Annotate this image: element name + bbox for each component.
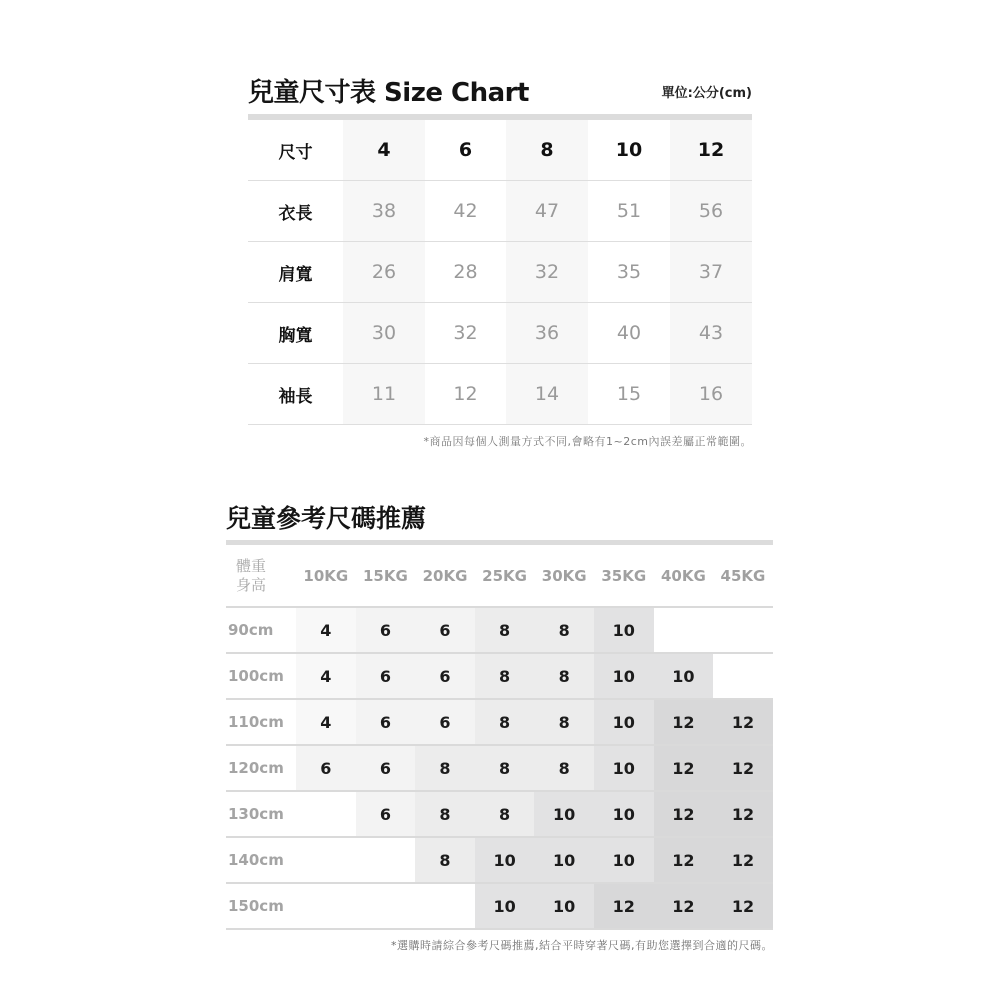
weight-header-cell: 35KG — [601, 566, 647, 585]
size-cell — [654, 608, 714, 652]
size-cell: 10 — [594, 792, 654, 836]
size-cell: 10 — [475, 884, 535, 928]
unit-label: 單位:公分(cm) — [661, 86, 752, 101]
size-cell: 8 — [475, 792, 535, 836]
size-chart-section — [248, 66, 752, 449]
size-cell: 10 — [594, 654, 654, 698]
size-cell: 6 — [296, 746, 356, 790]
size-cell: 8 — [415, 746, 475, 790]
measurement-note: *商品因每個人測量方式不同,會略有1~2cm內誤差屬正常範圍。 — [423, 435, 752, 448]
size-cell: 8 — [534, 654, 594, 698]
size-header-cell: 8 — [506, 120, 588, 181]
size-cell: 10 — [475, 838, 535, 882]
weight-header-cell: 40KG — [660, 566, 706, 585]
row-label-shoulder: 肩寬 — [248, 242, 343, 303]
measure-cell: 15 — [588, 364, 670, 425]
size-cell: 12 — [654, 792, 714, 836]
size-cell: 12 — [713, 838, 773, 882]
measure-cell: 47 — [506, 181, 588, 242]
size-cell — [296, 838, 356, 882]
recommendation-note: *選購時請綜合參考尺碼推薦,結合平時穿著尺碼,有助您選擇到合適的尺碼。 — [391, 939, 773, 952]
size-cell: 8 — [534, 746, 594, 790]
size-recommendation-section — [226, 502, 773, 953]
size-cell: 8 — [475, 746, 535, 790]
size-cell: 8 — [415, 838, 475, 882]
size-cell: 12 — [713, 746, 773, 790]
weight-header-cell: 20KG — [422, 566, 468, 585]
size-cell: 10 — [594, 700, 654, 744]
size-cell — [356, 884, 416, 928]
size-cell: 12 — [654, 746, 714, 790]
measure-cell: 37 — [670, 242, 752, 303]
size-cell — [356, 838, 416, 882]
size-cell: 8 — [475, 608, 535, 652]
height-row-label: 130cm — [228, 805, 284, 823]
size-cell: 12 — [713, 884, 773, 928]
measure-cell: 36 — [506, 303, 588, 364]
size-cell: 12 — [654, 884, 714, 928]
weight-axis-label: 體重 — [236, 556, 267, 575]
measure-cell: 16 — [670, 364, 752, 425]
measure-cell: 51 — [588, 181, 670, 242]
weight-header-cell: 25KG — [482, 566, 527, 585]
size-cell: 6 — [415, 608, 475, 652]
row-label-chest: 胸寬 — [248, 303, 343, 364]
measure-cell: 14 — [506, 364, 588, 425]
size-cell: 12 — [713, 792, 773, 836]
axis-corner-label — [226, 557, 296, 595]
size-cell: 6 — [356, 746, 416, 790]
size-header-cell: 12 — [670, 120, 752, 181]
size-chart-table — [248, 120, 752, 425]
height-row-label: 110cm — [228, 713, 284, 731]
measure-cell: 56 — [670, 181, 752, 242]
table-row — [226, 746, 773, 792]
size-cell: 12 — [654, 838, 714, 882]
weight-header-cell: 15KG — [362, 566, 408, 585]
size-header-cell: 6 — [425, 120, 506, 181]
measure-cell: 43 — [670, 303, 752, 364]
height-row-label: 140cm — [228, 851, 284, 869]
size-cell: 12 — [713, 700, 773, 744]
measure-cell: 35 — [588, 242, 670, 303]
measure-cell: 30 — [343, 303, 425, 364]
size-header-cell: 10 — [588, 120, 670, 181]
height-row-label: 100cm — [228, 667, 284, 685]
measure-cell: 42 — [425, 181, 506, 242]
height-axis-label: 身高 — [236, 575, 267, 594]
measure-cell: 28 — [425, 242, 506, 303]
measure-cell: 38 — [343, 181, 425, 242]
size-header-label: 尺寸 — [248, 120, 343, 181]
table-row — [226, 654, 773, 700]
measure-cell: 11 — [343, 364, 425, 425]
size-cell: 6 — [356, 792, 416, 836]
size-cell: 10 — [594, 746, 654, 790]
table-row — [226, 792, 773, 838]
size-cell: 4 — [296, 700, 356, 744]
size-cell: 10 — [534, 838, 594, 882]
table-row — [226, 884, 773, 930]
size-cell: 4 — [296, 654, 356, 698]
size-cell: 6 — [356, 654, 416, 698]
recommendation-rows — [226, 608, 773, 930]
recommendation-title: 兒童參考尺碼推薦 — [226, 504, 427, 533]
size-chart-title: 兒童尺寸表 Size Chart — [248, 78, 529, 108]
size-cell: 8 — [475, 700, 535, 744]
weight-header-row — [226, 545, 773, 608]
measure-cell: 32 — [506, 242, 588, 303]
size-cell: 6 — [356, 608, 416, 652]
size-cell: 6 — [356, 700, 416, 744]
size-cell: 10 — [594, 608, 654, 652]
size-header-cell: 4 — [343, 120, 425, 181]
size-cell: 4 — [296, 608, 356, 652]
row-label-sleeve: 袖長 — [248, 364, 343, 425]
measure-cell: 12 — [425, 364, 506, 425]
size-chart-header — [248, 66, 752, 114]
height-row-label: 120cm — [228, 759, 284, 777]
size-cell: 8 — [534, 700, 594, 744]
size-cell: 6 — [415, 700, 475, 744]
measure-cell: 26 — [343, 242, 425, 303]
size-cell: 12 — [654, 700, 714, 744]
height-row-label: 90cm — [228, 621, 274, 639]
weight-header-cell: 10KG — [303, 566, 349, 585]
measure-cell: 40 — [588, 303, 670, 364]
size-cell: 10 — [654, 654, 714, 698]
size-cell: 10 — [534, 792, 594, 836]
height-row-label: 150cm — [228, 897, 284, 915]
size-cell: 12 — [594, 884, 654, 928]
measure-cell: 32 — [425, 303, 506, 364]
size-cell: 10 — [534, 884, 594, 928]
size-cell — [296, 884, 356, 928]
size-cell: 6 — [415, 654, 475, 698]
size-cell: 8 — [475, 654, 535, 698]
size-cell: 8 — [415, 792, 475, 836]
size-cell — [713, 654, 773, 698]
size-cell: 8 — [534, 608, 594, 652]
weight-header-cell: 45KG — [720, 566, 766, 585]
size-cell — [713, 608, 773, 652]
table-row — [226, 838, 773, 884]
row-label-length: 衣長 — [248, 181, 343, 242]
weight-header-cell: 30KG — [541, 566, 587, 585]
size-cell: 10 — [594, 838, 654, 882]
size-cell — [415, 884, 475, 928]
table-row — [226, 700, 773, 746]
size-cell — [296, 792, 356, 836]
table-row — [226, 608, 773, 654]
